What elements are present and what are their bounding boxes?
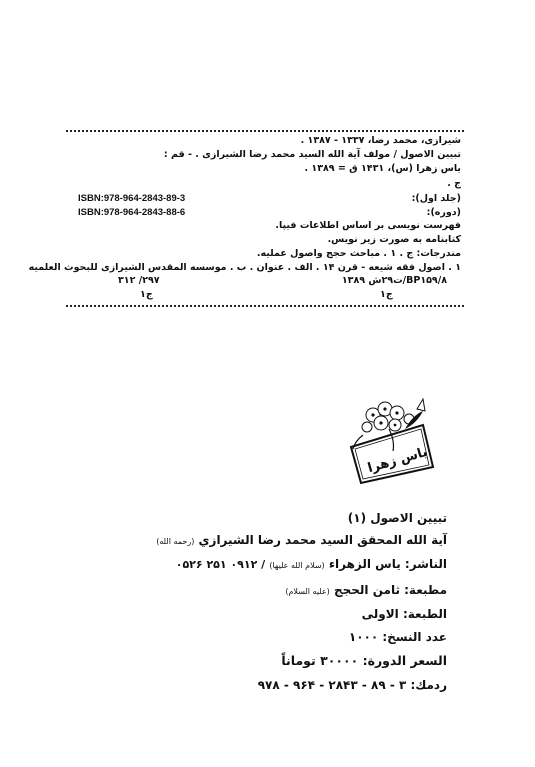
catalog-isbn-1: ISBN:978-964-2843-89-3 xyxy=(78,193,186,204)
imprint-publisher-line xyxy=(176,557,447,571)
top-dotted-rule xyxy=(66,130,464,132)
catalog-dewey-vol: ج۱ xyxy=(140,289,153,300)
imprint-isbn: ردمك: ۳ - ۸۹ - ۲۸۴۳ - ۹۶۴ - ۹۷۸ xyxy=(257,678,447,692)
imprint-printer-line xyxy=(285,583,447,597)
catalog-subjects: ۱ . اصول فقه شیعه - قرن ۱۴ . الف . عنوان . ب . موسسه المقدس الشیرازی للبحوث العلمیه xyxy=(28,262,461,273)
imprint-author-line xyxy=(156,533,447,547)
catalog-note-biblio: کتابنامه به صورت زیر نویس. xyxy=(327,234,461,245)
imprint-price: السعر الدورة: ۳۰۰۰۰ توماناً xyxy=(281,653,447,668)
catalog-publisher-line: یاس زهرا (س)، ۱۴۳۱ ق = ۱۳۸۹ . xyxy=(304,163,461,174)
catalog-dewey: ۲۹۷/ ۳۱۲ xyxy=(118,275,160,286)
imprint-publisher: الناشر: یاس الزهراء xyxy=(328,557,447,571)
imprint-copies: عدد النسخ: ۱۰۰۰ xyxy=(348,630,447,644)
imprint-author: آیة الله المحقق السید محمد رضا الشیرازي xyxy=(198,533,447,547)
imprint-publisher-suffix: (سلام الله علیها) xyxy=(269,561,325,570)
imprint-author-suffix: (رحمه الله) xyxy=(156,537,195,546)
imprint-publisher-phone: / ۰۹۱۲ ۲۵۱ ۰۵۲۶ xyxy=(175,558,266,571)
publisher-logo xyxy=(343,395,439,485)
catalog-class-vol: ج۱ xyxy=(380,289,393,300)
catalog-vol1-label: (جلد اول): xyxy=(411,193,461,204)
catalog-contents: مندرجات: ج . ۱ . مباحث حجج واصول عملیه. xyxy=(256,248,461,259)
catalog-title-line: تبیین الاصول / مولف آیة الله السید محمد رضا الشیرازی . - قم : xyxy=(163,149,461,160)
bottom-dotted-rule xyxy=(66,305,464,307)
catalog-set-label: (دوره): xyxy=(426,207,461,218)
catalog-author-line: شیرازی، محمد رضا، ۱۳۳۷ - ۱۳۸۷ . xyxy=(300,135,461,146)
catalog-note-fipa: فهرست نویسی بر اساس اطلاعات فیپا. xyxy=(275,220,461,231)
imprint-printer-suffix: (علیه السلام) xyxy=(285,587,330,596)
imprint-title: تبیین الاصول (۱) xyxy=(347,511,447,525)
jasmine-flower-icon xyxy=(343,395,439,485)
catalog-isbn-2: ISBN:978-964-2843-88-6 xyxy=(78,207,186,218)
logo-text: یاس زهرا xyxy=(366,444,430,477)
catalog-volume-line: ج . xyxy=(447,178,461,189)
imprint-edition: الطبعة: الاولی xyxy=(361,607,447,621)
imprint-printer: مطبعة: ثامن الحجج xyxy=(333,583,447,597)
catalog-class-code: BP۱۵۹/۸/ت۲۹ش ۱۳۸۹ xyxy=(341,275,447,286)
